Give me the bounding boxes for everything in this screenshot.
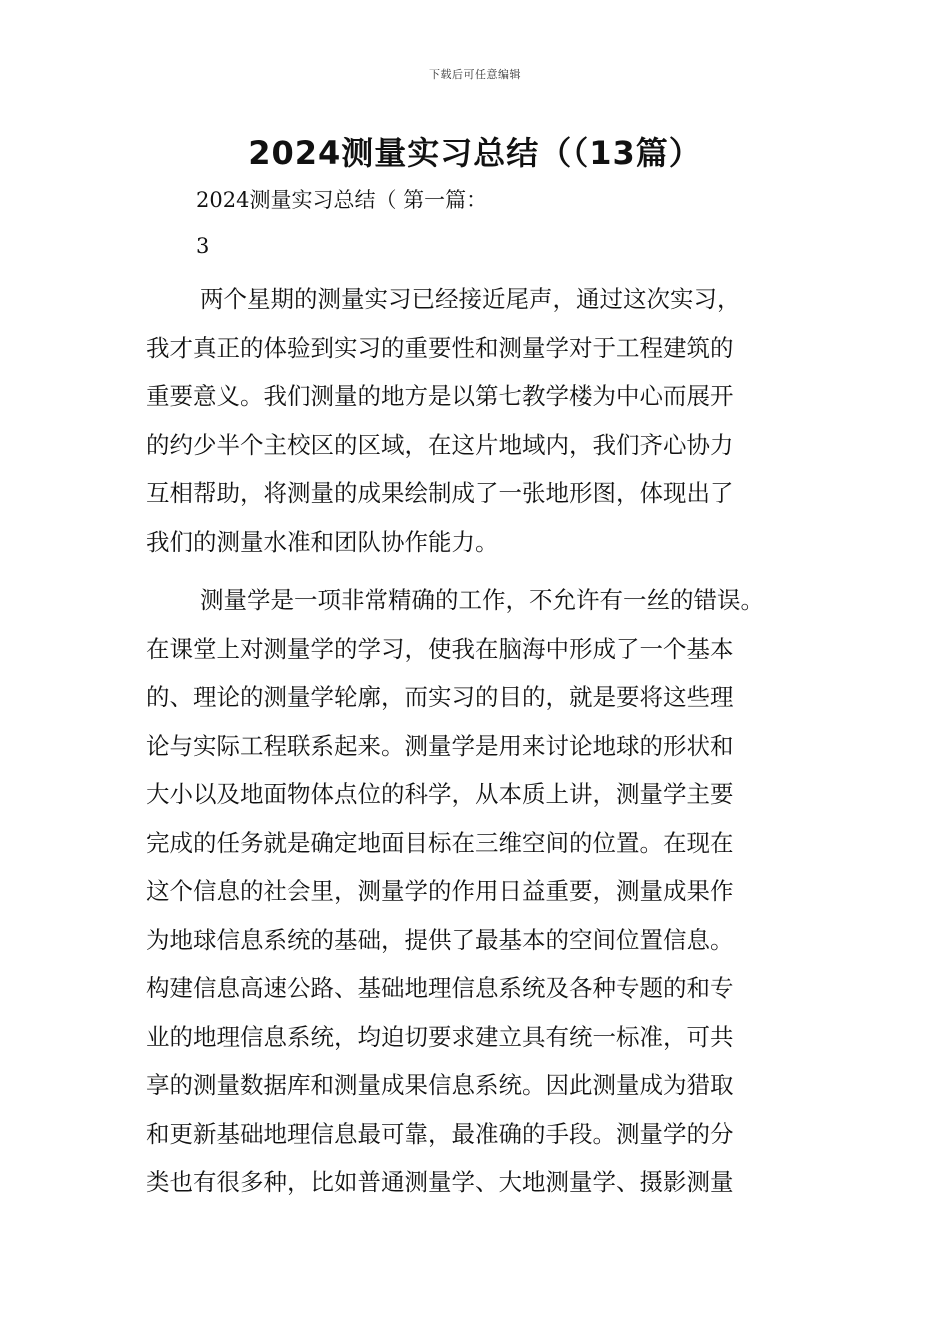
paragraph-line: 构建信息高速公路、基础地理信息系统及各种专题的和专 — [146, 974, 734, 1002]
paragraph-line: 我才真正的体验到实习的重要性和测量学对于工程建筑的 — [146, 333, 734, 362]
paragraph-line: 为地球信息系统的基础，提供了最基本的空间位置信息。 — [146, 925, 734, 954]
paragraph-1 — [146, 275, 830, 566]
paragraph-line: 业的地理信息系统，均迫切要求建立具有统一标准，可共 — [146, 1022, 734, 1051]
paragraph-line: 这个信息的社会里，测量学的作用日益重要，测量成果作 — [146, 877, 734, 905]
paragraph-line: 我们的测量水准和团队协作能力。 — [146, 527, 499, 556]
paragraph-line: 测量学是一项非常精确的工作，不允许有一丝的错误。 — [200, 586, 764, 614]
paragraph-line: 大小以及地面物体点位的科学，从本质上讲，测量学主要 — [146, 780, 734, 808]
paragraph-line: 享的测量数据库和测量成果信息系统。因此测量成为猎取 — [146, 1071, 734, 1099]
document-title: 2024测量实习总结（（13篇） — [248, 134, 702, 172]
section-number: 3 — [196, 234, 210, 258]
section-heading: 2024测量实习总结（ 第一篇： — [196, 188, 488, 212]
paragraph-line: 重要意义。我们测量的地方是以第七教学楼为中心而展开 — [146, 382, 734, 410]
paragraph-line: 类也有很多种，比如普通测量学、大地测量学、摄影测量 — [146, 1168, 734, 1196]
paragraph-line: 完成的任务就是确定地面目标在三维空间的位置。在现在 — [146, 828, 734, 857]
paragraph-line: 的约少半个主校区的区域，在这片地域内，我们齐心协力 — [146, 430, 734, 459]
paragraph-line: 论与实际工程联系起来。测量学是用来讨论地球的形状和 — [146, 731, 734, 760]
header-note: 下载后可任意编辑 — [429, 68, 521, 81]
paragraph-line: 互相帮助，将测量的成果绘制成了一张地形图，体现出了 — [146, 479, 734, 507]
paragraph-line: 在课堂上对测量学的学习，使我在脑海中形成了一个基本 — [146, 634, 734, 663]
paragraph-line: 和更新基础地理信息最可靠，最准确的手段。测量学的分 — [146, 1119, 734, 1148]
paragraph-line: 两个星期的测量实习已经接近尾声，通过这次实习， — [200, 285, 741, 313]
paragraph-2 — [146, 576, 830, 1207]
paragraph-line: 的、理论的测量学轮廓，而实习的目的，就是要将这些理 — [146, 683, 734, 711]
